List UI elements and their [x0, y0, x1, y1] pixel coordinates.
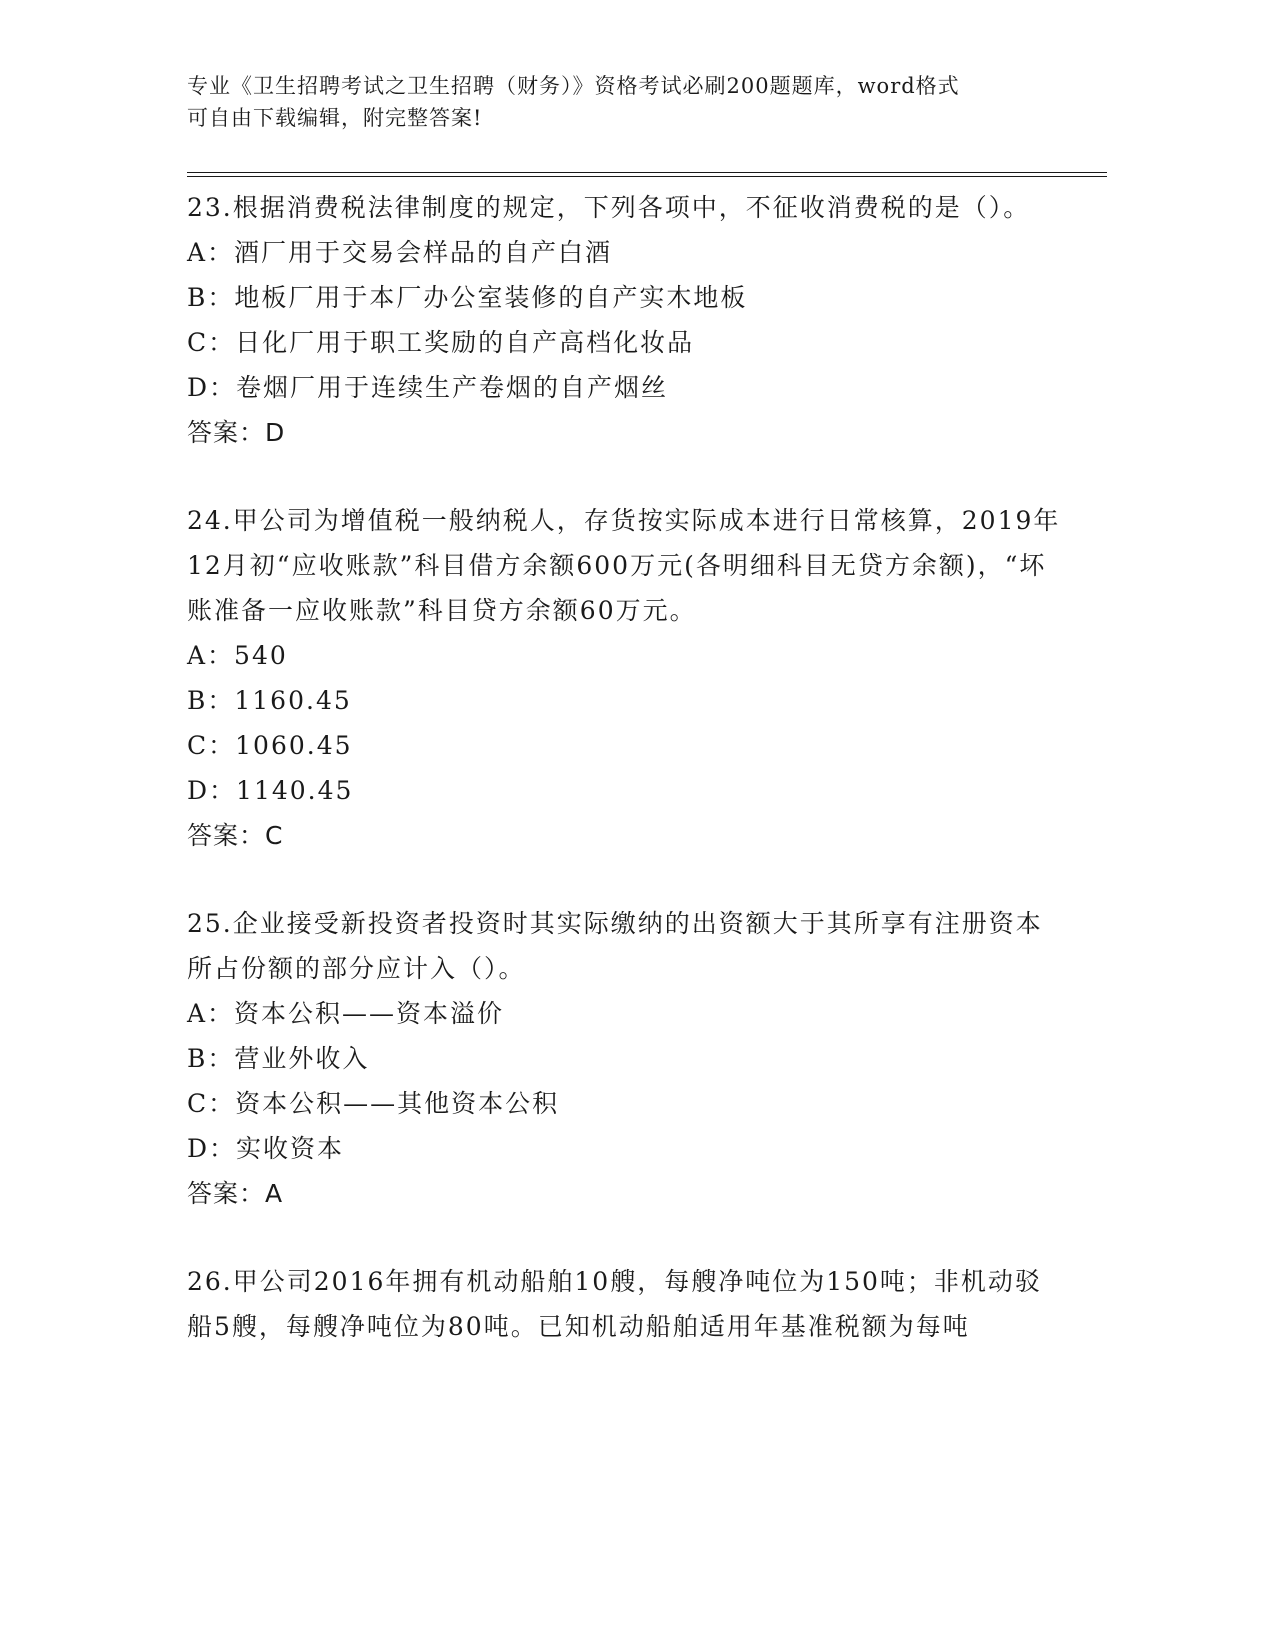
- option-b: B：1160.45: [187, 686, 352, 715]
- question-24: [187, 498, 1107, 858]
- question-text: 24.甲公司为增值税一般纳税人，存货按实际成本进行日常核算，2019年12月初“应收账款”科目借方余额600万元(各明细科目无贷方余额)，“坏账准备一应收账款”科目贷方余额60万元。: [187, 506, 1061, 625]
- option-b: B：营业外收入: [187, 1044, 370, 1073]
- option-c: C：资本公积——其他资本公积: [187, 1089, 560, 1118]
- header-double-rule: [187, 172, 1107, 177]
- header-line-2: 可自由下载编辑，附完整答案!: [187, 106, 483, 130]
- header-line-1: 专业《卫生招聘考试之卫生招聘（财务）》资格考试必刷200题题库，word格式: [187, 74, 960, 98]
- option-d: D：1140.45: [187, 776, 354, 805]
- option-a: A：540: [187, 641, 288, 670]
- option-c: C：1060.45: [187, 731, 353, 760]
- question-text: 25.企业接受新投资者投资时其实际缴纳的出资额大于其所享有注册资本所占份额的部分应计入（）。: [187, 909, 1043, 983]
- answer-label: 答案：C: [187, 821, 284, 850]
- option-a: A：酒厂用于交易会样品的自产白酒: [187, 238, 613, 267]
- question-25: [187, 901, 1107, 1216]
- question-26: [187, 1259, 1107, 1349]
- option-d: D：卷烟厂用于连续生产卷烟的自产烟丝: [187, 373, 669, 402]
- question-list: [187, 185, 1107, 1349]
- document-page: [187, 70, 1107, 1392]
- question-text: 23.根据消费税法律制度的规定，下列各项中，不征收消费税的是（）。: [187, 193, 1031, 222]
- question-text: 26.甲公司2016年拥有机动船舶10艘，每艘净吨位为150吨；非机动驳船5艘，每艘净吨位为80吨。已知机动船舶适用年基准税额为每吨: [187, 1267, 1042, 1341]
- answer-label: 答案：A: [187, 1179, 284, 1208]
- option-a: A：资本公积——资本溢价: [187, 999, 505, 1028]
- option-b: B：地板厂用于本厂办公室装修的自产实木地板: [187, 283, 748, 312]
- document-header: [187, 70, 1067, 134]
- option-c: C：日化厂用于职工奖励的自产高档化妆品: [187, 328, 695, 357]
- answer-label: 答案：D: [187, 418, 286, 447]
- option-d: D：实收资本: [187, 1134, 345, 1163]
- question-23: [187, 185, 1107, 455]
